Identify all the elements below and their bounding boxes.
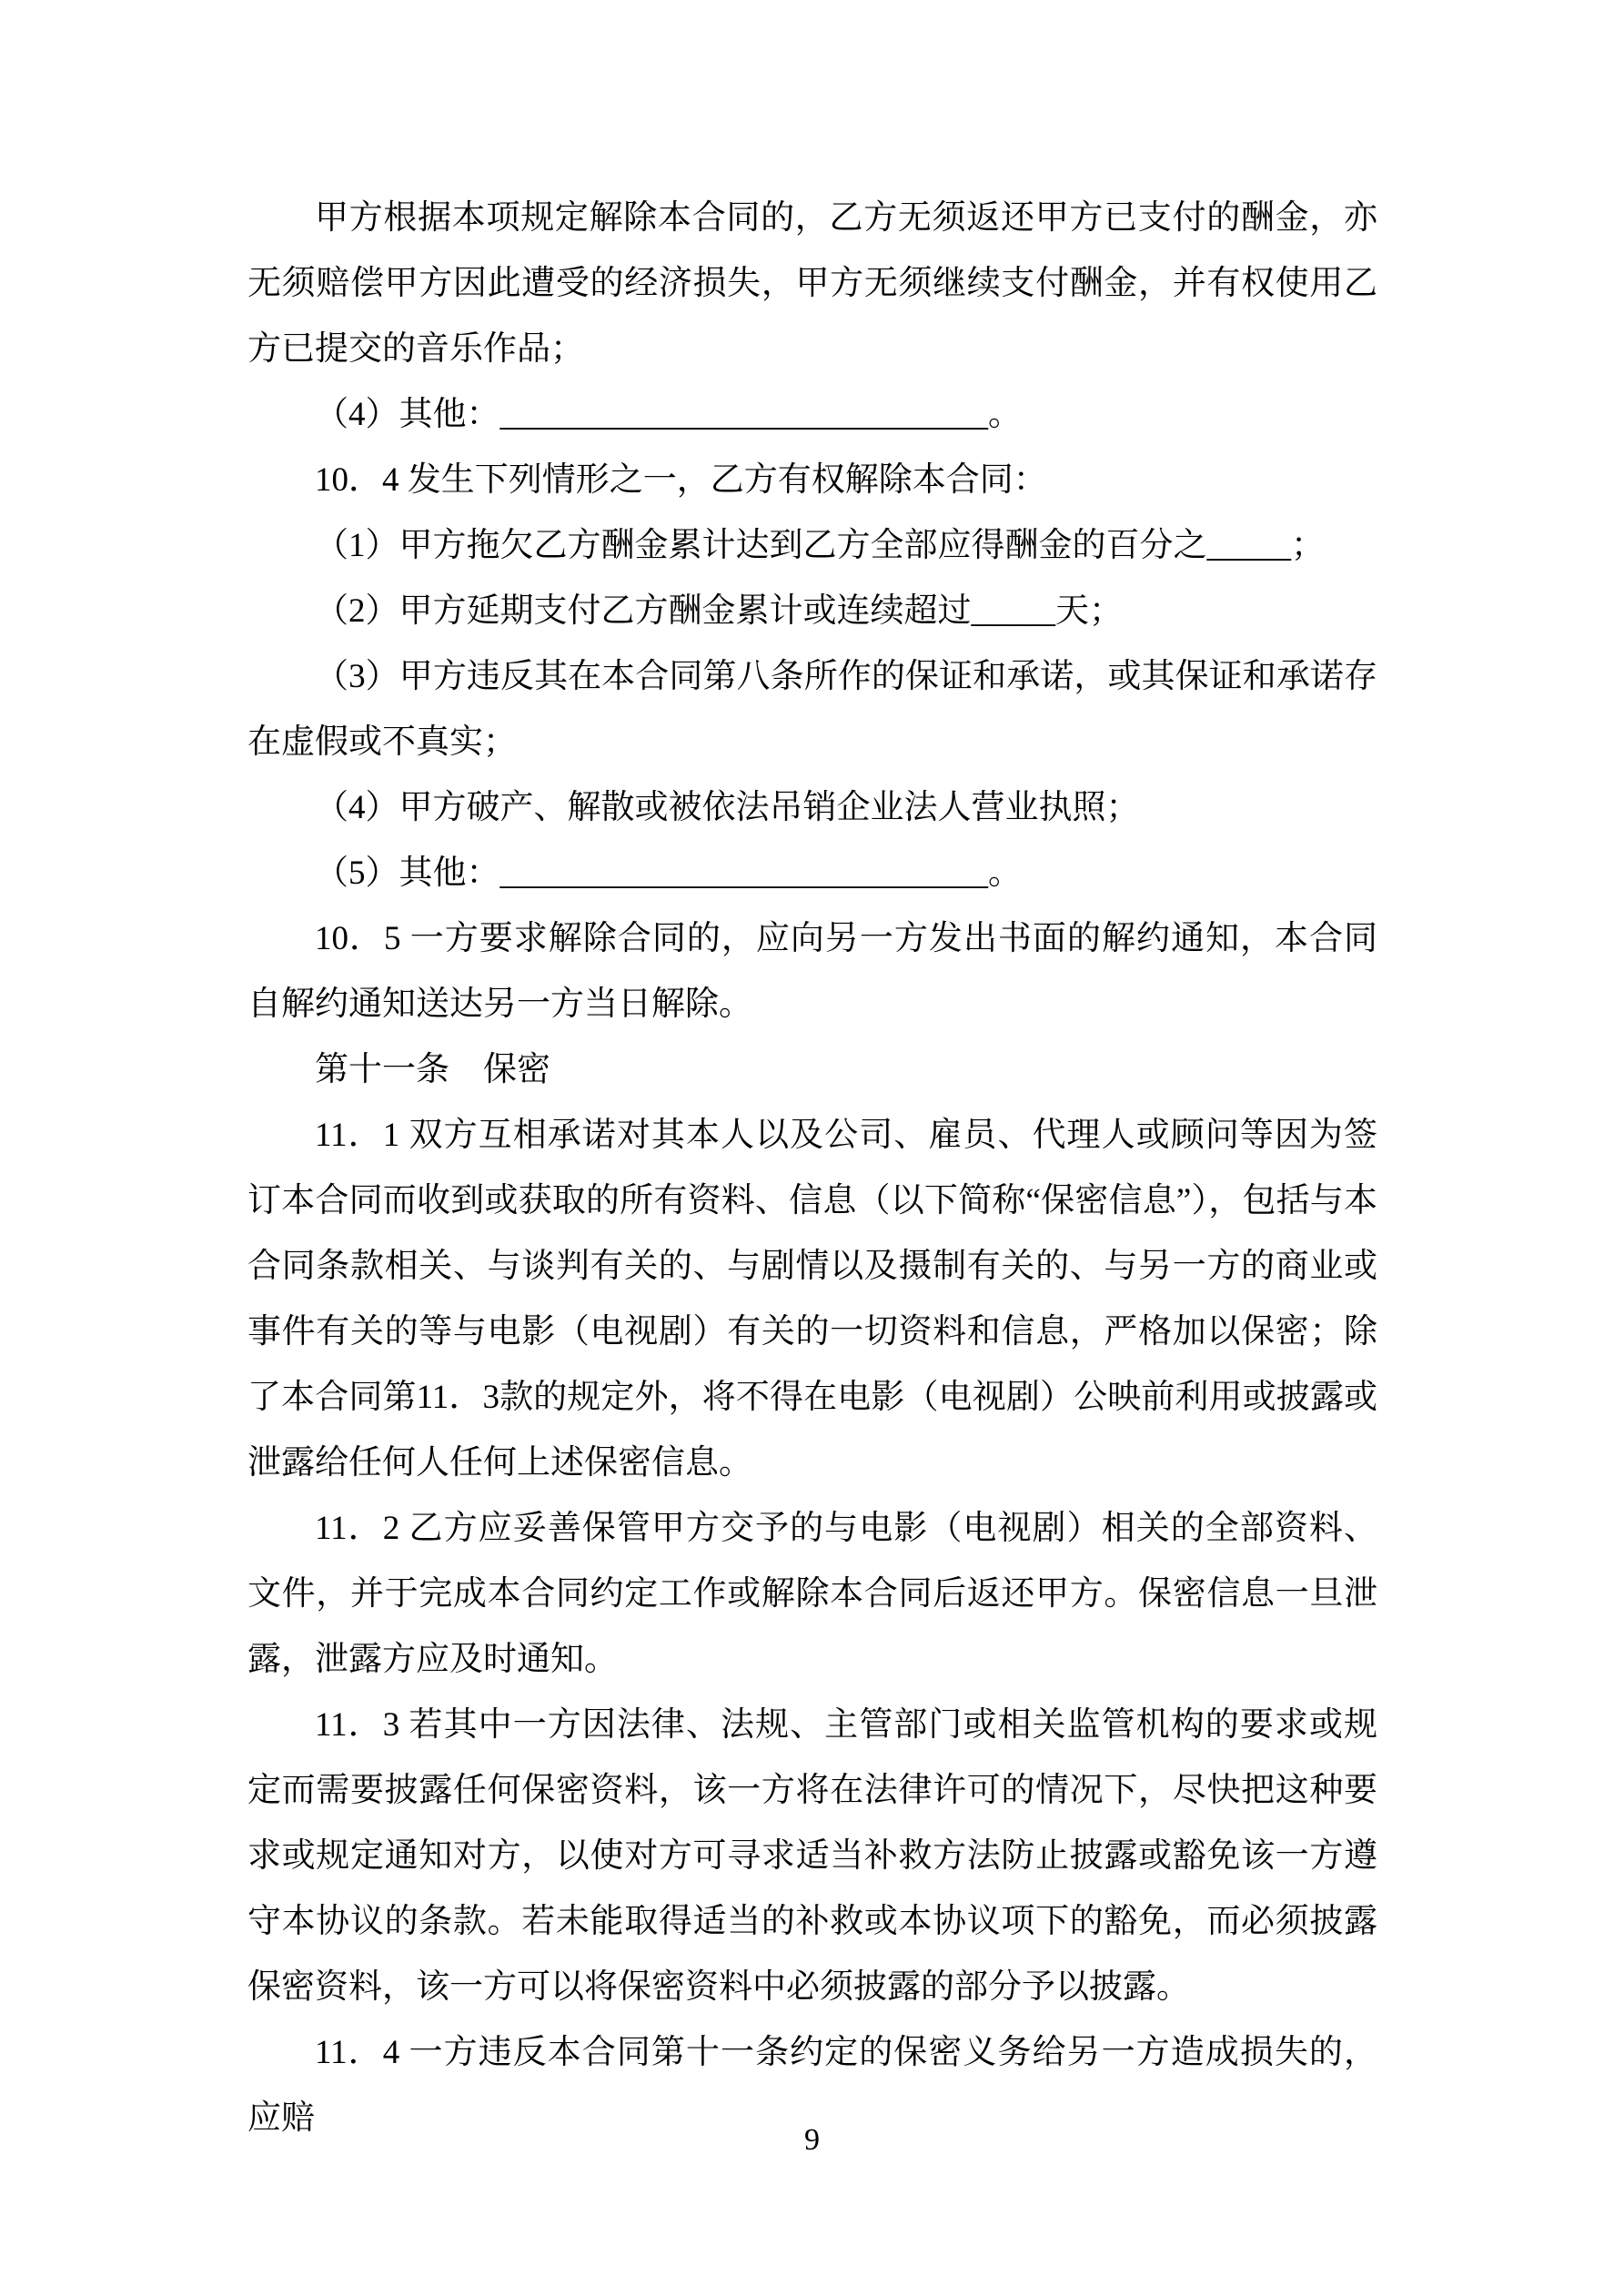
clause-10-5: 10．5 一方要求解除合同的，应向另一方发出书面的解约通知，本合同自解约通知送达另一方当日解除。	[247, 920, 1377, 1023]
clause-11-3: 11．3 若其中一方因法律、法规、主管部门或相关监管机构的要求或规定而需要披露任何保密资料，该一方将在法律许可的情况下，尽快把这种要求或规定通知对方，以使对方可寻求适当补救方法防止披露或豁免该一方遵守本协议的条款。若未能取得适当的补救或本协议项下的豁免，而必须披露保密资料，该一方可以将保密资料中必须披露的部分予以披露。	[247, 1706, 1377, 2006]
item-10-3-other-blank: （4）其他：_____________________________。	[315, 396, 1022, 433]
contract-text-block	[247, 186, 1377, 2151]
clause-11-1: 11．1 双方互相承诺对其本人以及公司、雇员、代理人或顾问等因为签订本合同而收到或获取的所有资料、信息（以下简称“保密信息”），包括与本合同条款相关、与谈判有关的、与剧情以及摄制有关的、与另一方的商业或事件有关的等与电影（电视剧）有关的一切资料和信息，严格加以保密；除了本合同第11．3款的规定外，将不得在电影（电视剧）公映前利用或披露或泄露给任何人任何上述保密信息。	[247, 1117, 1377, 1482]
item-10-4-3: （3）甲方违反其在本合同第八条所作的保证和承诺，或其保证和承诺存在虚假或不真实；	[247, 658, 1377, 761]
paragraph-termination-effect: 甲方根据本项规定解除本合同的，乙方无须返还甲方已支付的酬金，亦无须赔偿甲方因此遭受的经济损失，甲方无须继续支付酬金，并有权使用乙方已提交的音乐作品；	[247, 199, 1377, 368]
clause-10-4-heading: 10．4 发生下列情形之一，乙方有权解除本合同：	[315, 461, 1047, 499]
clause-11-4: 11．4 一方违反本合同第十一条约定的保密义务给另一方造成损失的，应赔	[247, 2034, 1377, 2137]
heading-article-11-confidentiality: 第十一条 保密	[315, 1051, 550, 1088]
item-10-4-2: （2）甲方延期支付乙方酬金累计或连续超过_____天；	[315, 592, 1123, 630]
item-10-4-1: （1）甲方拖欠乙方酬金累计达到乙方全部应得酬金的百分之_____；	[315, 527, 1325, 564]
item-10-4-5-other-blank: （5）其他：_____________________________。	[315, 855, 1022, 892]
page-number: 9	[804, 2123, 820, 2157]
clause-11-2: 11．2 乙方应妥善保管甲方交予的与电影（电视剧）相关的全部资料、文件，并于完成本合同约定工作或解除本合同后返还甲方。保密信息一旦泄露，泄露方应及时通知。	[247, 1510, 1377, 1678]
item-10-4-4: （4）甲方破产、解散或被依法吊销企业法人营业执照；	[315, 789, 1140, 826]
